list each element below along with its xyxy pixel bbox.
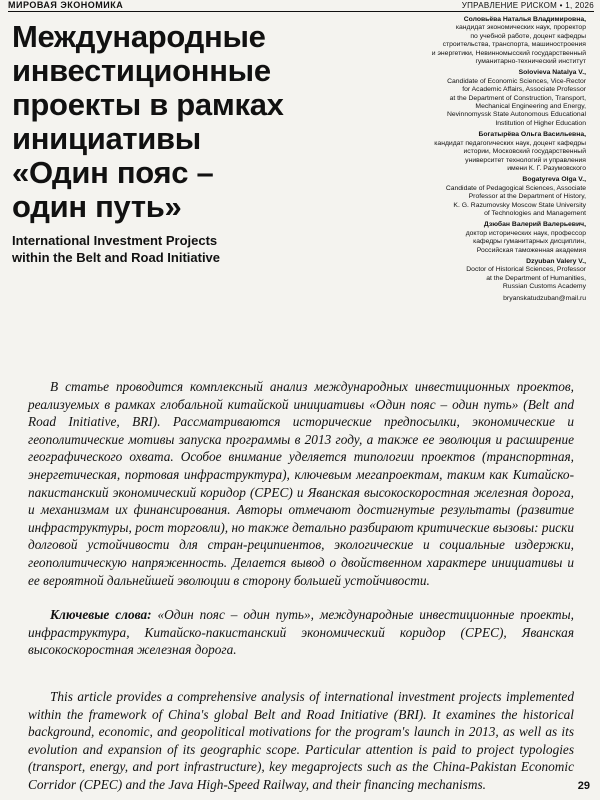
running-header — [8, 0, 594, 12]
author-affiliation-line: Institution of Higher Education — [495, 119, 586, 127]
author-entry — [376, 221, 586, 255]
subtitle-line: within the Belt and Road Initiative — [12, 250, 221, 265]
author-name: Solovieva Natalya V., — [518, 69, 586, 77]
author-affiliation-line: Российская таможенная академия — [476, 246, 586, 254]
author-affiliation-line: строительства, транспорта, машиностроения — [442, 41, 586, 49]
page-number: 29 — [577, 780, 590, 792]
author-entry — [376, 176, 586, 218]
subtitle-line: International Investment Projects — [12, 233, 218, 248]
abstract-ru — [28, 378, 574, 589]
author-affiliation-line: Candidate of Pedagogical Sciences, Associate — [445, 184, 586, 192]
author-affiliation-line: университет технологий и управления — [465, 156, 586, 164]
author-affiliation-line: кандидат экономических наук, проректор — [455, 24, 586, 32]
author-affiliation-line: доктор исторических наук, профессор — [465, 229, 586, 237]
title-line: Международные — [12, 19, 266, 54]
author-affiliation-line: at the Department of Construction, Transport, — [449, 94, 586, 102]
author-block — [376, 16, 586, 306]
author-affiliation-line: кандидат педагогических наук, доцент кафедры — [434, 139, 586, 147]
author-affiliation-line: гуманитарно-технический институт — [475, 58, 586, 66]
title-line: «Один пояс – — [12, 155, 214, 190]
keywords-text: «Один пояс – один путь», международные инвестиционные проекты, инфраструктура, Китайско-пакистанский экономический коридор (CPEC), Яванская высокоскоростная железная дорога. — [28, 607, 574, 658]
title-line: один путь» — [12, 189, 182, 224]
author-affiliation-line: кафедры гуманитарных дисциплин, — [473, 238, 586, 246]
author-affiliation-line: Candidate of Economic Sciences, Vice-Rector — [447, 77, 586, 85]
author-affiliation-line: Professor at the Department of History, — [468, 193, 586, 201]
author-name: Dzyuban Valery V., — [526, 257, 586, 265]
author-name: Соловьёва Наталья Владимировна, — [463, 16, 586, 23]
author-affiliation-line: K. G. Razumovsky Moscow State University — [453, 201, 586, 209]
author-affiliation-line: и энергетики, Невинномысский государственный — [431, 49, 586, 57]
journal-section: МИРОВАЯ ЭКОНОМИКА — [8, 0, 124, 10]
author-email: bryanskatudzuban@mail.ru — [503, 294, 586, 302]
author-affiliation-line: at the Department of Humanities, — [486, 274, 586, 282]
author-affiliation-line: по учебной работе, доцент кафедры — [470, 32, 586, 40]
author-affiliation-line: Nevinnomyssk State Autonomous Educational — [446, 111, 586, 119]
author-affiliation-line: of Technologies and Management — [484, 209, 586, 217]
author-affiliation-line: имени К. Г. Разумовского — [507, 164, 586, 172]
author-name: Богатырёва Ольга Васильевна, — [478, 131, 586, 139]
title-line: инвестиционные — [12, 53, 271, 88]
author-affiliation-line: Russian Customs Academy — [502, 283, 586, 291]
journal-info: УПРАВЛЕНИЕ РИСКОМ • 1, 2026 — [461, 1, 594, 10]
abstract-en: This article provides a comprehensive analysis of international investment projects implemented within the framework of China's global Belt and Road Initiative (BRI). It examines the historical background, economic, and geopolitical motivations for the program's launch in 2013, as well as its evolution and expansion of its geographic scope. Particular attention is paid to project typologies (transport, energy, and port infrastructure), key megaprojects such as the China-Pakistan Economic Corridor (CPEC) and the Java High-Speed Railway, and their financing mechanisms. — [28, 689, 574, 792]
author-affiliation-line: Doctor of Historical Sciences, Professor — [466, 266, 586, 274]
author-entry — [376, 131, 586, 173]
author-entry — [376, 16, 586, 66]
author-affiliation-line: Mechanical Engineering and Energy, — [475, 103, 586, 111]
article-title — [12, 20, 372, 224]
keywords-label: Ключевые слова: — [50, 607, 152, 622]
author-name: Дзюбан Валерий Валерьевич, — [483, 221, 586, 229]
author-name: Bogatyreva Olga V., — [522, 176, 586, 184]
abstract-ru-text: В статье проводится комплексный анализ международных инвестиционных проектов, реализуемых в рамках глобальной китайской инициативы «Один пояс – один путь» (Belt and Road Initiative, BRI). Рассматриваются исторические предпосылки, экономические и геополитические мотивы запуска программы в 2013 году, а также ее эволюция и расширение географического охвата. Особое внимание уделяется типологии проектов (транспортная, энергетическая, портовая инфраструктура), ключевым мегапроектам, таким как Китайско-пакистанский экономический коридор (CPEC) и Яванская высокоскоростная железная дорога, и механизмам их финансирования. Авторы отмечают достигнутые результаты (развитие инфраструктуры, рост торговли), но также детально разбирают критические вызовы: риски долговой устойчивости для стран-реципиентов, экологические и социальные издержки, геополитическую напряженность. Делается вывод о двойственном характере инициативы и ее вероятной дальнейшей эволюции в сторону большей устойчивости. — [28, 379, 574, 588]
title-line: проекты в рамках — [12, 87, 284, 122]
author-affiliation-line: for Academic Affairs, Associate Professor — [462, 86, 586, 94]
author-affiliation-line: истории, Московский государственный — [463, 148, 586, 156]
title-line: инициативы — [12, 121, 201, 156]
keywords — [28, 606, 574, 659]
article-subtitle-en — [12, 232, 312, 266]
author-entry — [376, 69, 586, 128]
author-entry — [376, 258, 586, 292]
